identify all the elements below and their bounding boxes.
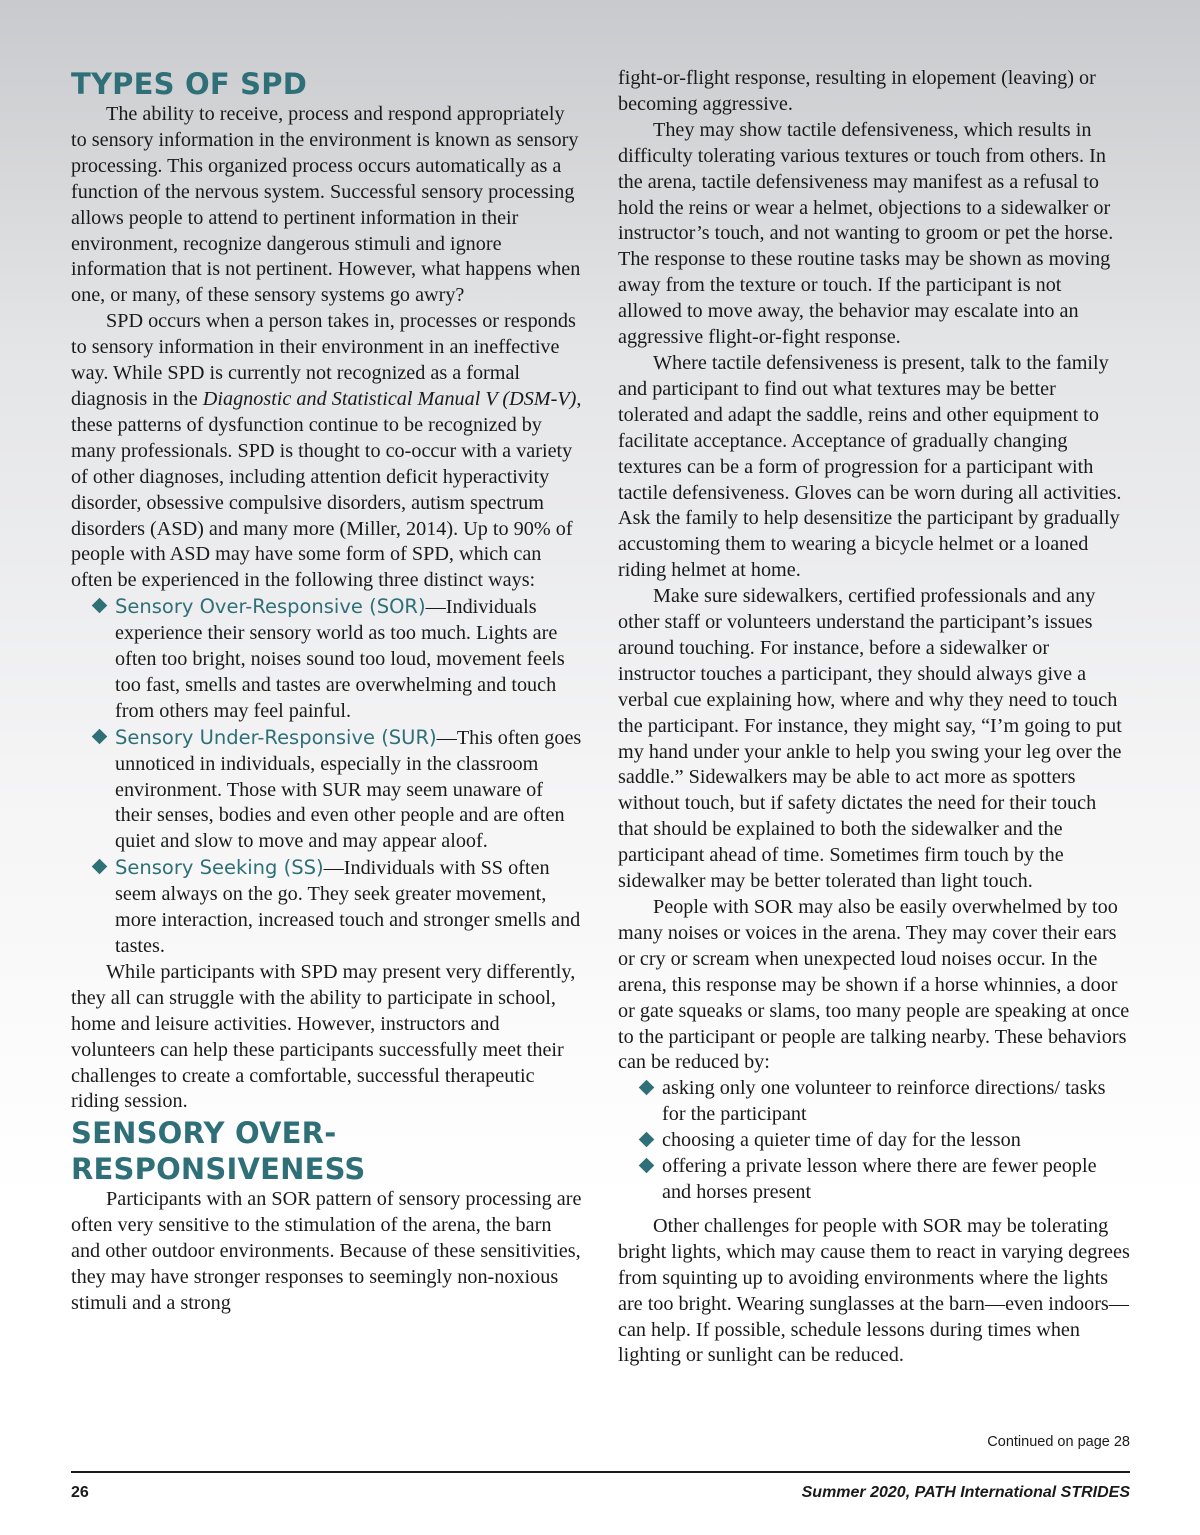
continued-note: Continued on page 28 — [987, 1434, 1130, 1450]
heading-sensory-over-responsiveness: SENSORY OVER-RESPONSIVENESS — [71, 1116, 366, 1187]
diamond-bullet-icon — [92, 859, 108, 875]
list-text: choosing a quieter time of day for the lesson — [662, 1129, 1021, 1152]
paragraph-text: SPD occurs when a person takes in, processes or responds to sensory information in their environment in an ineffective way. While SPD is currently not recognized as a formal diagnosis in the — [71, 310, 576, 410]
paragraph: While participants with SPD may present very differently, they all can struggle with the ability to participate in school, home and leisure activities. However, instructors and volunteers can help these participants successfully meet their challenges to create a comfortable, successful therapeutic riding session. — [71, 960, 576, 1113]
list-text: offering a private lesson where there are fewer people and horses present — [662, 1155, 1097, 1203]
list-item — [71, 855, 583, 960]
diamond-bullet-icon — [639, 1080, 655, 1096]
list-item — [618, 1076, 1130, 1128]
diamond-bullet-icon — [92, 728, 108, 744]
diamond-bullet-icon — [92, 598, 108, 614]
paragraph: fight-or-flight response, resulting in elopement (leaving) or becoming aggressive. — [618, 67, 1096, 115]
list-item — [618, 1128, 1130, 1154]
paragraph: Where tactile defensiveness is present, talk to the family and participant to find out what textures may be better tolerated and adapt the saddle, reins and other equipment to facilitate acceptance. Acceptance of gradually changing textures can be a form of progression for a participant with tactile defensiveness. Gloves can be worn during all activities. Ask the family to help desensitize the participant by gradually accustoming them to wearing a bicycle helmet or a loaned riding helmet at home. — [618, 351, 1122, 582]
spd-types-list — [71, 594, 583, 960]
footer-divider — [71, 1471, 1130, 1473]
list-text: asking only one volunteer to reinforce directions/ tasks for the participant — [662, 1077, 1106, 1126]
list-text: —Individuals experience their sensory world as too much. Lights are often too bright, noises sound too loud, movement feels too fast, smells and tastes are overwhelming and touch from others may feel painful. — [115, 596, 565, 722]
manual-title: Diagnostic and Statistical Manual V (DSM-V) — [202, 387, 577, 410]
paragraph: Other challenges for people with SOR may be tolerating bright lights, which may cause them to react in varying degrees from squinting up to avoiding environments where the lights are too bright. Wearing sunglasses at the barn—even indoors—can help. If possible, schedule lessons during times when lighting or sunlight can be reduced. — [618, 1214, 1130, 1367]
page-number: 26 — [71, 1484, 89, 1501]
list-term: Sensory Seeking (SS) — [115, 856, 324, 880]
reduction-list — [618, 1076, 1130, 1206]
diamond-bullet-icon — [639, 1132, 655, 1148]
heading-types-of-spd: TYPES OF SPD — [71, 67, 308, 101]
paragraph: The ability to receive, process and respond appropriately to sensory information in the environment is known as sensory processing. This organized process occurs automatically as a function of the nervous system. Successful sensory processing allows people to attend to pertinent information in their environment, recognize dangerous stimuli and ignore information that is not pertinent. However, what happens when one, or many, of these sensory systems go awry? — [71, 103, 581, 307]
paragraph: People with SOR may also be easily overwhelmed by too many noises or voices in the arena. They may cover their ears or cry or scream when unexpected loud noises occur. In the arena, this response may be shown if a horse whinnies, a door or gate squeaks or slams, too many people are speaking at once to the participant or people are talking nearby. These behaviors can be reduced by: — [618, 896, 1130, 1074]
publication-footer: Summer 2020, PATH International STRIDES — [801, 1484, 1130, 1501]
right-column — [618, 66, 1130, 1369]
paragraph: They may show tactile defensiveness, which results in difficulty tolerating various textures or touch from others. In the arena, tactile defensiveness may manifest as a refusal to hold the reins or wear a helmet, objections to a sidewalker or instructor’s touch, and not wanting to groom or pet the horse. The response to these routine tasks may be shown as moving away from the texture or touch. If the participant is not allowed to move away, the behavior may escalate into an aggressive flight-or-fight response. — [618, 118, 1114, 349]
paragraph — [71, 309, 583, 594]
list-term: Sensory Under-Responsive (SUR) — [115, 725, 437, 749]
list-item — [71, 594, 583, 725]
list-term: Sensory Over-Responsive (SOR) — [115, 595, 426, 619]
paragraph-text: , these patterns of dysfunction continue to be recognized by many professionals. SPD is thought to co-occur with a variety of other diagnoses, including attention deficit hyperactivity disorder, obsessive compulsive disorders, autism spectrum disorders (ASD) and many more (Miller, 2014). Up to 90% of people with ASD may have some form of SPD, which can often be experienced in the following three distinct ways: — [71, 387, 582, 592]
list-text: —This often goes unnoticed in individuals, especially in the classroom environment. Those with SUR may seem unaware of their senses, bodies and even other people and are often quiet and slow to move and may appear aloof. — [115, 726, 582, 853]
spacer — [618, 1206, 1130, 1214]
paragraph: Make sure sidewalkers, certified professionals and any other staff or volunteers understand the participant’s issues around touching. For instance, before a sidewalker or instructor touches a participant, they should always give a verbal cue explaining how, where and why they need to touch the participant. For instance, they might say, “I’m going to put my hand under your ankle to help you swing your leg over the saddle.” Sidewalkers may be able to act more as spotters without touch, but if safety dictates the need for their touch that should be explained to both the sidewalker and the participant ahead of time. Sometimes firm touch by the sidewalker may be better tolerated than light touch. — [618, 585, 1122, 893]
list-item — [618, 1154, 1130, 1206]
diamond-bullet-icon — [639, 1158, 655, 1174]
list-text: —Individuals with SS often seem always on the go. They seek greater movement, more interaction, increased touch and stronger smells and tastes. — [115, 857, 581, 957]
paragraph: Participants with an SOR pattern of sensory processing are often very sensitive to the stimulation of the arena, the barn and other outdoor environments. Because of these sensitivities, they may have stronger responses to seemingly non-noxious stimuli and a strong — [71, 1188, 582, 1314]
left-column — [71, 66, 583, 1317]
list-item — [71, 725, 583, 856]
